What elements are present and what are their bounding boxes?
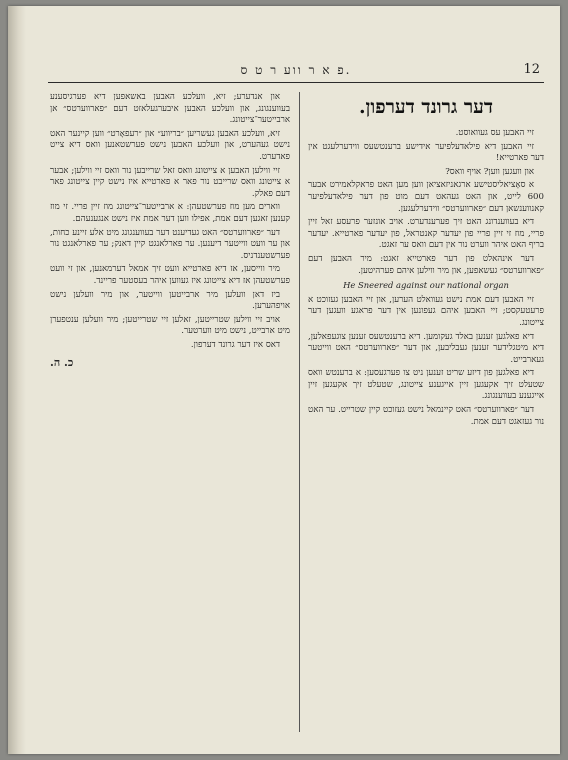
paragraph: און אנדערע; זיא, וועלכע האבען באשאפען דיא פערגיסענע בעווענגונג, און וועלכע האבען איבערגעלאזט דעם ״פארווערטס״ אן ארבייטער־צייטונג.	[50, 92, 290, 126]
paragraph: ביז דאן וועלען מיר ארבייטען ווייטער, און מיר וועלען נישט אויפהערען.	[50, 289, 290, 312]
paragraph: דיא בעווענדונג האט זיך פערענדערט. אויב אונזער פרעסע זאל זיין פריי, מוז זי זיין פריי פון יעדער קאנטראל, פון יעדער פארטייא. יעדער בריף האט איהר ווערט נור אין דעם וואס ער זאגט.	[308, 217, 544, 251]
author-signature: כ. ה.	[50, 356, 74, 370]
page-number: 12	[523, 62, 540, 77]
column-divider	[299, 92, 300, 732]
paragraph: דער אינהאלט פון דער פארטייא זאגט: מיר האבען דעם ״פארווערטס״ געשאפען, און מיר ווילען איהם פערהיטען.	[308, 253, 544, 276]
article-heading: דער גרונד דערפון.	[358, 96, 494, 118]
journal-title: פ א ר ווע ר ט ס.	[240, 63, 352, 77]
paragraph: זיא, וועלכע האבען געשריען ״בריווע״ און ״רעפאָרט״ ווען קיינער האט נישט געהערט, און וועלכע האבען נישט פערשטאנען וואס דיא צייט פאדערט.	[50, 128, 290, 162]
newspaper-page	[8, 6, 560, 754]
running-head	[48, 62, 544, 83]
paragraph: ווארים מען מוז פערשטעהן: א ארבייטער־צייטונג מוז זיין פריי. זי מוז קענען זאגען דעם אמת, אפילו ווען דער אמת איז נישט אנגענעהם.	[50, 202, 290, 224]
paragraph: זיי האבען דעם אמת נישט געוואלט הערען, און זיי האבען געזוכט א פרעטעקסט; זיי האבען איהם געפונען אין דער פראגע וועגען דער צייטונג.	[308, 294, 544, 328]
paragraph: און וועגען ווען? אויף וואס?	[445, 166, 534, 177]
paragraph: מיר ווייסען, אז דיא פארטייא וועט זיך אמאל דערמאנען, און זי וועט פערשטעהן אז דיא צייטונג איז געווען איהר בעסטער פריינד.	[50, 264, 290, 286]
paragraph: א סאָציאליסטישע ארגאניזאציאן ווען מען האט פראקלאמירט אבער 600 לייט, און האט געהאט דעם מוט פון דער פילאדעלפיער קאנווענשאן דעם ״פארווערטס״ ווידערלעגען.	[308, 180, 544, 214]
paragraph: זיי האבען עס געוואוסט.	[455, 128, 534, 138]
paragraph: אויב זיי ווילען שטרייטען, זאלען זיי שטרייטען; מיר וועלען ענטפערן מיט ארבייט, נישט מיט ווערטער.	[50, 314, 290, 337]
paragraph: דער ״פארווערטס״ האט געדיענט דער בעווענגונג מיט אלע זיינע כחות, און ער וועט ווייטער דיענען. ער פארלאנגט קיין דאנק; ער פארלאנגט נור פערשטענדניס.	[50, 227, 290, 261]
left-column	[50, 92, 290, 732]
paragraph: זיי ווילען האבען א צייטונג וואס זאל שרייבען נור וואס זיי ווילען; אבער א צייטונג וואס שרייבט נור פאר א פארטייא איז נישט קיין צייטונג פאר דעם פאלק.	[50, 165, 290, 199]
paragraph: דאס איז דער גרונד דערפון.	[190, 339, 280, 350]
paragraph: דיא פאלגען פון דיזע שריט זענען ניט צו פערגעסען: א ברענטש וואס שטעלט זיך אקעגען זיין אייגענע צייטונג, שטעלט זיך אקעגען זיין אייגענע בעווענגונג.	[308, 368, 544, 402]
paragraph: דער ״פארווערטס״ האט קיינמאל נישט געזוכט קיין שטרייט. ער האט נור געזאגט דעם אמת.	[308, 405, 544, 427]
right-column	[308, 92, 544, 732]
english-quote: He Sneered against our national organ	[343, 280, 509, 291]
paragraph: זיי האבען דיא פילאדעלפיער אידישע ברענטשעס ווידערלעגט אין דער פארטייא!	[308, 141, 544, 164]
page-binding-shadow	[8, 6, 26, 754]
paragraph: דיא פאלגען זענען באלד געקומען. דיא ברענטשעס זענען צוגעפאלען, דיא מיטגלידער זענען געבליבען, און דער ״פארווערטס״ האט ווייטער געארבייט.	[308, 331, 544, 365]
